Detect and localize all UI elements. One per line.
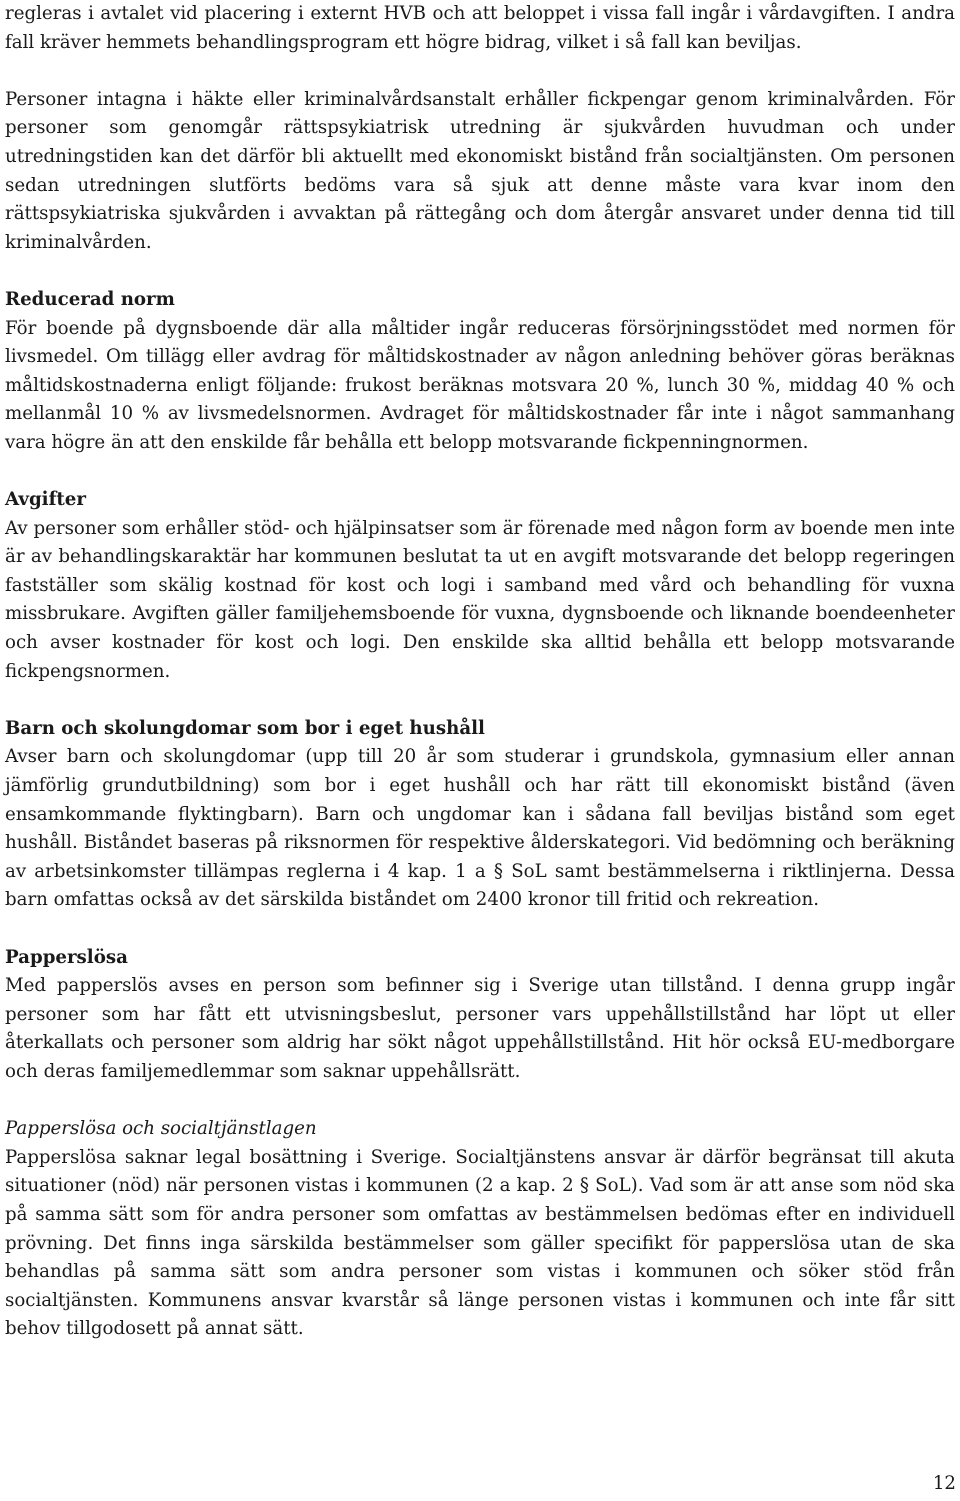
section-body: Papperslösa saknar legal bosättning i Sverige. Socialtjänstens ansvar är därför begränsat till akuta situationer (nöd) när personen vistas i kommunen (2 a kap. 2 § SoL). Vad som är att anse som nöd ska på samma sätt som för andra personer som omfattas av bestämmelsen bedömas efter en individuell prövning. Det finns inga särskilda bestämmelser som gäller specifikt för papperslösa utan de ska behandlas på samma sätt som andra personer som vistas i kommunen och söker stöd från socialtjänsten. Kommunens ansvar kvarstår så länge personen vistas i kommunen och inte får sitt behov tillgodosett på annat sätt. xyxy=(5,1146,955,1340)
section-body: Med papperslös avses en person som befinner sig i Sverige utan tillstånd. I denna grupp ingår personer som har fått ett utvisningsbeslut, personer vars uppehållstillstånd har löpt ut eller återkallats och personer som aldrig har sökt något uppehållstillstånd. Hit hör också EU-medborgare och deras familjemedlemmar som saknar uppehållsrätt. xyxy=(5,975,955,1082)
page-number: 12 xyxy=(932,1473,956,1494)
section-body: Av personer som erhåller stöd- och hjälpinsatser som är förenade med någon form av boende men inte är av behandlingskaraktär har kommunen beslutat ta ut en avgift motsvarande det belopp regeringen fastställer som skälig kostnad för kost och logi i samband med vård och behandling för vuxna missbrukare. Avgiften gäller familjehemsboende för vuxna, dygnsboende och liknande boendeenheter och avser kostnader för kost och logi. Den enskilde ska alltid behålla ett belopp motsvarande fickpengsnormen. xyxy=(5,517,955,682)
section-heading: Reducerad norm xyxy=(5,288,175,310)
spacer xyxy=(5,458,955,487)
document-page xyxy=(5,0,955,1344)
subsection-heading: Papperslösa och socialtjänstlagen xyxy=(5,1118,317,1140)
spacer xyxy=(5,686,955,715)
spacer xyxy=(5,257,955,286)
section-body: För boende på dygnsboende där alla måltider ingår reduceras försörjningsstödet med normen för livsmedel. Om tillägg eller avdrag för måltidskostnader av någon anledning behöver göras beräknas måltidskostnaderna enligt följande: frukost beräknas motsvara 20 %, lunch 30 %, middag 40 % och mellanmål 10 % av livsmedelsnormen. Avdraget för måltidskostnader får inte i något sammanhang vara högre än att den enskilde får behålla ett belopp motsvarande fickpenningnormen. xyxy=(5,317,955,453)
section-heading: Avgifter xyxy=(5,489,86,511)
section-papperslosa-socialtjanstlagen xyxy=(5,1115,955,1344)
section-barn-skolungdomar xyxy=(5,715,955,915)
section-heading: Papperslösa xyxy=(5,946,128,968)
spacer xyxy=(5,915,955,944)
section-heading: Barn och skolungdomar som bor i eget hushåll xyxy=(5,717,485,739)
spacer xyxy=(5,57,955,86)
spacer xyxy=(5,1087,955,1116)
kriminalvard-paragraph: Personer intagna i häkte eller kriminalvårdsanstalt erhåller fickpengar genom kriminalvården. För personer som genomgår rättspsykiatrisk utredning är sjukvården huvudman och under utredningstiden kan det därför bli aktuellt med ekonomiskt bistånd från socialtjänsten. Om personen sedan utredningen slutförts bedöms vara så sjuk att denne måste vara kvar inom den rättspsykiatriska sjukvården i avvaktan på rättegång och dom återgår ansvaret under denna tid till kriminalvården. xyxy=(5,88,955,253)
section-body: Avser barn och skolungdomar (upp till 20 år som studerar i grundskola, gymnasium eller annan jämförlig grundutbildning) som bor i eget hushåll och har rätt till ekonomiskt bistånd (även ensamkommande flyktingbarn). Barn och ungdomar kan i sådana fall beviljas bistånd som eget hushåll. Biståndet baseras på riksnormen för respektive ålderskategori. Vid bedömning och beräkning av arbetsinkomster tillämpas reglerna i 4 kap. 1 a § SoL samt bestämmelserna i riktlinjerna. Dessa barn omfattas också av det särskilda biståndet om 2400 kronor till fritid och rekreation. xyxy=(5,746,955,911)
intro-paragraph: regleras i avtalet vid placering i externt HVB och att beloppet i vissa fall ingår i vårdavgiften. I andra fall kräver hemmets behandlingsprogram ett högre bidrag, vilket i så fall kan beviljas. xyxy=(5,3,955,53)
section-papperslosa xyxy=(5,944,955,1087)
section-reducerad-norm xyxy=(5,286,955,458)
section-avgifter xyxy=(5,486,955,686)
